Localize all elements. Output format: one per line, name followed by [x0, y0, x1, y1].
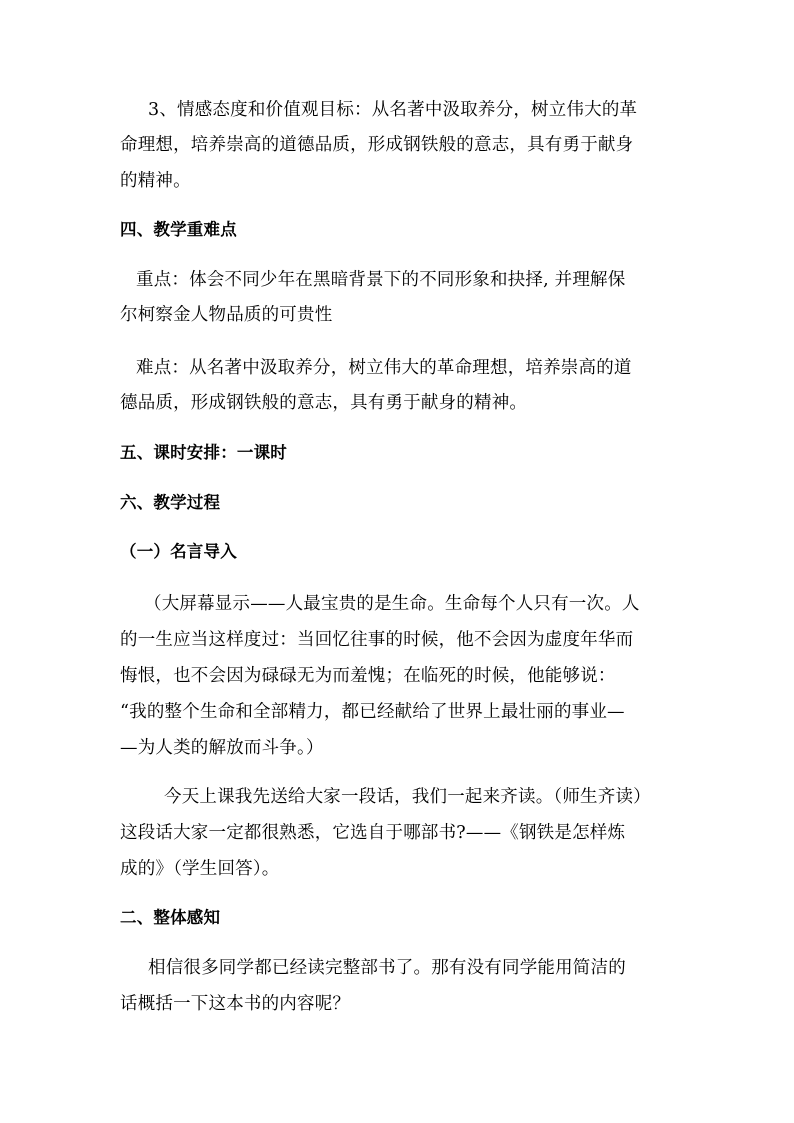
quote-line-3: 悔恨，也不会因为碌碌无为而羞愧；在临死的时候，他能够说：: [120, 666, 616, 686]
section-heading-schedule: 五、课时安排：一课时: [120, 443, 287, 462]
key-point-line-2: 尔柯察金人物品质的可贵性: [120, 305, 333, 325]
quote-line-4: “我的整个生命和全部精力，都已经献给了世界上最壮丽的事业—: [120, 702, 625, 722]
quote-line-1: （大屏幕显示——人最宝贵的是生命。生命每个人只有一次。人: [144, 594, 640, 614]
objective-3-line-3: 的精神。: [120, 171, 191, 191]
quote-line-2: 的一生应当这样度过：当回忆往事的时候，他不会因为虚度年华而: [120, 630, 634, 650]
objective-3-line-2: 命理想，培养崇高的道德品质，形成钢铁般的意志，具有勇于献身: [120, 135, 634, 155]
overview-line-2: 话概括一下这本书的内容呢？: [120, 994, 351, 1014]
section-heading-overview: 二、整体感知: [120, 908, 221, 927]
difficulty-line-2: 德品质，形成钢铁般的意志，具有勇于献身的精神。: [120, 393, 528, 413]
key-point-line-1: 重点：体会不同少年在黑暗背景下的不同形象和抉择, 并理解保: [136, 270, 626, 290]
lesson-intro-line-1: 今天上课我先送给大家一段话，我们一起来齐读。（师生齐读）: [164, 787, 651, 807]
lesson-intro-line-3: 成的》（学生回答）。: [120, 859, 280, 879]
section-heading-key-points: 四、教学重难点: [120, 220, 237, 239]
section-heading-process: 六、教学过程: [120, 493, 221, 512]
difficulty-line-1: 难点：从名著中汲取养分，树立伟大的革命理想，培养崇高的道: [136, 358, 632, 378]
objective-3-line-1: 3、情感态度和价值观目标：从名著中汲取养分，树立伟大的革: [148, 100, 638, 120]
lesson-intro-line-2: 这段话大家一定都很熟悉，它选自于哪部书?——《钢铁是怎样炼: [120, 823, 626, 843]
subsection-heading-quote-intro: （一）名言导入: [120, 542, 237, 561]
overview-line-1: 相信很多同学都已经读完整部书了。那有没有同学能用简洁的: [148, 958, 626, 978]
quote-line-5: —为人类的解放而斗争。）: [120, 738, 324, 758]
